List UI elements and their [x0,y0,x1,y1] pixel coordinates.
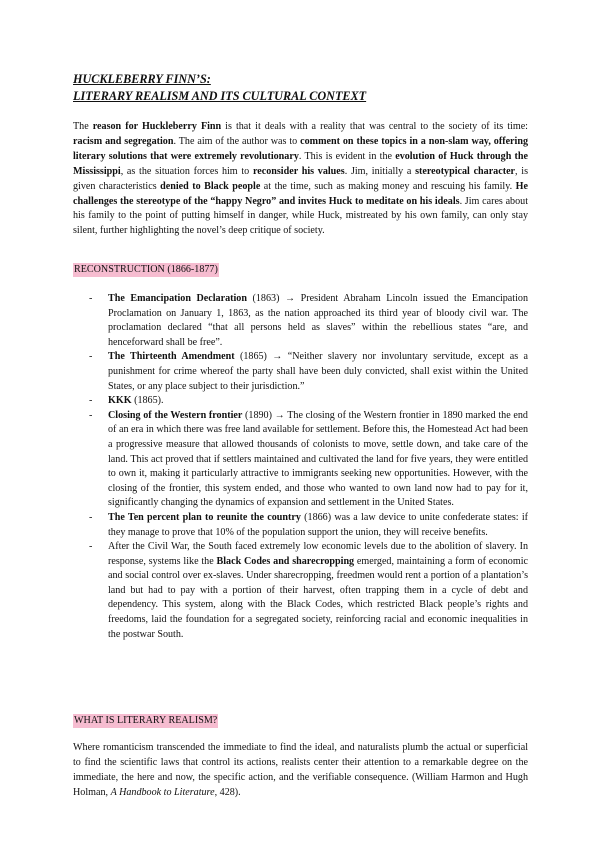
list-item-title: The Ten percent plan to reunite the country [108,511,301,523]
intro-text: . Jim, initially a [344,165,416,177]
quote-book-title: A Handbook to Literature [110,786,215,798]
list-item-text: (1865) → “Neither slavery nor involuntary servitude, except as a punishment for crime whereof the party shall have been duly convicted, shall exist within the United States, or any place subject to their jurisdiction.” [108,351,528,392]
intro-paragraph [73,120,528,239]
list-item-text: (1865). [131,395,164,407]
list-item-text: emerged, maintaining a form of economic and social control over ex-slaves. Under sharecropping, freedmen would rent a portion of a plantation’s land but had to pay with a portion of their harvest, often trapping them in a cycle of debt and dependency. This system, along with the Black Codes, which restricted Black people’s rights and freedoms, laid the foundation for a segregated society, reinforcing racial and economic inequalities in the postwar South. [108,555,528,640]
list-item: - The Ten percent plan to reunite the country (1866) was a law device to unite confederate states: if they manage to prove that 10% of the population support the union, they will receive benefits. [89,511,528,538]
list-item-text: (1890) → The closing of the Western frontier in 1890 marked the end of an era in which there was free land available for settlement. Before this, the Homestead Act had been a progressive measure that allowed thousands of colonists to move, settle down, and take care of the land. This act proved that if settlers maintained and cultivated the land for five years, they were entitled to own it, making it particularly attractive to immigrants seeking new opportunities. However, with the closing of the frontier, this system ended, and those who wanted to own land now had to pay for it, significantly changing the dynamics of expansion and settlement in the United States. [108,409,528,509]
intro-bold: reconsider his values [252,165,345,177]
list-item-title: The Thirteenth Amendment [108,351,235,363]
list-item-text: (1863) → President Abraham Lincoln issued the Emancipation Proclamation on January 1, 1863, as the nation approached its third year of bloody civil war. The proclamation declared “that all persons held as slaves” within the rebellious states “are, and henceforward shall be free”. [108,293,528,348]
intro-text: is that it deals with a reality that was central to the society of its time: [221,121,528,132]
intro-text: . This is evident in the [298,150,396,162]
list-item-title: The Emancipation Declaration [108,293,247,304]
intro-bold: denied to Black people [160,180,261,192]
list-item: - KKK (1865). [89,395,164,407]
intro-text: . Jim cares about his family to the point of putting himself in danger, while Huck, mistreated by his own family, can only stay silent, further highlighting the novel’s deep critique of society. [73,195,528,237]
list-item-title: KKK [108,395,132,407]
intro-bold: stereotypical character [415,165,516,177]
quote-text: Where romanticism transcended the immediate to find the ideal, and naturalists plumb the actual or superficial to find the scientific laws that control its actions, realists center their attention to a remarkable degree on the immediate, the here and now, the specific action, and the verifiable consequence. (William Harmon and Hugh Holman, [73,742,528,798]
intro-bold: comment on these topics in a non-slam way, offering literary solutions that were extremely revolutionary [73,135,529,162]
list-item-text: (1866) was a law device to unite confederate states: if they manage to prove that 10% of the population support the union, they will receive benefits. [108,511,528,538]
title-line-2: LITERARY REALISM AND ITS CULTURAL CONTEXT [73,89,367,103]
section-heading-reconstruction: RECONSTRUCTION (1866-1877) [74,264,218,275]
document-title [73,71,366,105]
intro-text: The [73,121,93,132]
intro-bold: reason for Huckleberry Finn [92,121,222,132]
intro-text: at the time, such as making money and rescuing his family. [260,180,516,192]
list-item: - Closing of the Western frontier (1890) → The closing of the Western frontier in 1890 marked the end of an era in which there was free land available for settlement. Before this, the Homestead Act had been a progressive measure that allowed thousands of colonists to move, settle down, and take care of the land. This act proved that if settlers maintained and cultivated the land for five years, they were entitled to own it, making it particularly attractive to immigrants seeking new opportunities. However, with the closing of the frontier, this system ended, and those who wanted to own land now had to pay for it, significantly changing the dynamics of expansion and settlement in the United States. [89,409,528,509]
title-line-1: HUCKLEBERRY FINN’S: [73,72,211,86]
intro-bold: evolution of Huck through the Mississippi [73,150,529,177]
list-item: - The Emancipation Declaration (1863) → President Abraham Lincoln issued the Emancipation Proclamation on January 1, 1863, as the nation approached its third year of bloody civil war. The proclamation declared “that all persons held as slaves” within the rebellious states “are, and henceforward shall be free”. [89,293,528,348]
section-heading-realism: WHAT IS LITERARY REALISM? [74,715,218,726]
list-item-title: Closing of the Western frontier [108,409,243,421]
list-item: - After the Civil War, the South faced extremely low economic levels due to the abolition of slavery. In response, systems like the Black Codes and sharecropping emerged, maintaining a form of economic and social control over ex-slaves. Under sharecropping, freedmen would rent a portion of a plantation’s land but had to pay with a portion of their harvest, often trapping them in a cycle of debt and dependency. This system, along with the Black Codes, which restricted Black people’s rights and freedoms, laid the foundation for a segregated society, reinforcing racial and economic inequalities in the postwar South. [89,541,528,640]
list-item-text: After the Civil War, the South faced extremely low economic levels due to the abolition of slavery. In response, systems like the [108,541,528,567]
intro-text: . The aim of the author was to [173,135,301,147]
realism-quote-paragraph [73,741,528,801]
list-item-bold: Black Codes and sharecropping [216,555,355,567]
intro-text: , as the situation forces him to [120,165,253,177]
intro-bold: He challenges the stereotype of the “happy Negro” and invites Huck to meditate on his ideals [73,180,528,207]
reconstruction-list [89,292,528,642]
intro-text: , is given characteristics [73,165,529,192]
quote-citation: , 428). [214,786,241,798]
intro-bold: racism and segregation [73,135,174,147]
list-item: - The Thirteenth Amendment (1865) → “Neither slavery nor involuntary servitude, except as a punishment for crime whereof the party shall have been duly convicted, shall exist within the United States, or any place subject to their jurisdiction.” [89,351,528,392]
